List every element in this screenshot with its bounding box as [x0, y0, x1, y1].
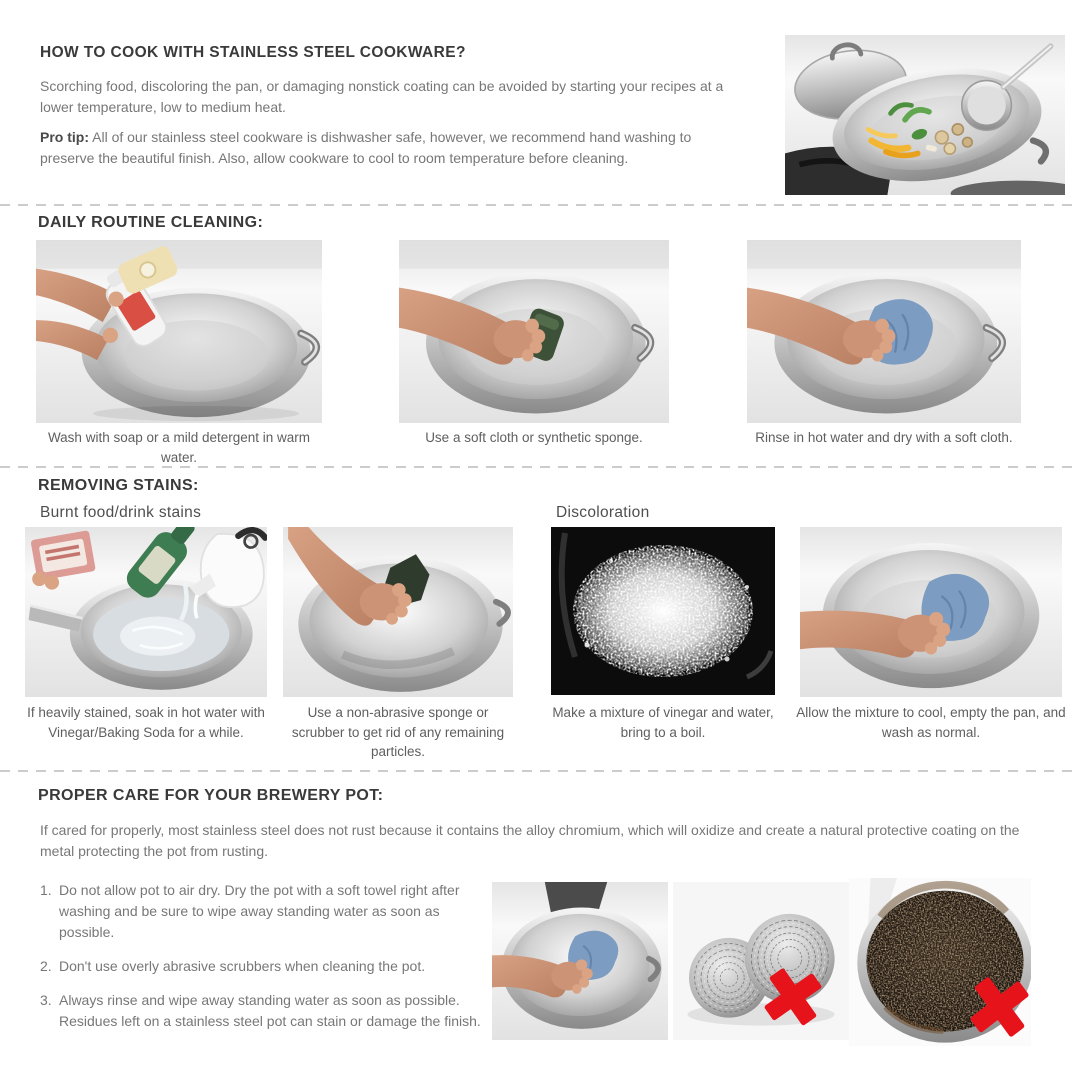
section-heading-proper-care: PROPER CARE FOR YOUR BREWERY POT: [38, 787, 384, 804]
hand-cloth-pan-illustration [747, 240, 1021, 423]
hand-sponge-pan-illustration [399, 240, 669, 423]
section-heading-removing-stains: REMOVING STAINS: [38, 477, 199, 494]
care-tip-item [40, 880, 492, 943]
boiling-mixture-photo [551, 527, 775, 695]
hand-scrubber-pan-illustration [283, 527, 513, 697]
soft-sponge-photo [399, 240, 669, 423]
dashed-divider [0, 204, 1080, 206]
care-paragraph: If cared for properly, most stainless steel does not rust because it contains the alloy chromium, which will oxidize and create a natural protective coating on the metal protecting the pot from rusting. [40, 822, 1020, 859]
no-steel-wool-photo [673, 882, 849, 1040]
subheading-burnt-stains: Burnt food/drink stains [40, 504, 202, 521]
pro-tip-text: All of our stainless steel cookware is dishwasher safe, however, we recommend hand washing to preserve the beautiful finish. Also, allow cookware to cool to room temperature before cleaning. [40, 129, 692, 166]
pro-tip-label: Pro tip: [40, 129, 89, 145]
dashed-divider [0, 466, 1080, 468]
tip-number: 3. [40, 992, 52, 1008]
stir-fry-wok-illustration [785, 35, 1065, 195]
tip-text: Don't use overly abrasive scrubbers when cleaning the pot. [59, 958, 426, 974]
vinegar-pour-skillet-illustration [25, 527, 267, 697]
stain-step-caption: If heavily stained, soak in hot water with Vinegar/Baking Soda for a while. [27, 705, 265, 740]
burnt-pan-illustration [849, 878, 1031, 1046]
care-tips-list [40, 880, 492, 1045]
tip-number: 2. [40, 958, 52, 974]
pro-tip-paragraph [40, 127, 740, 169]
stain-step-caption: Make a mixture of vinegar and water, bring to a boil. [552, 705, 774, 740]
tip-text: Do not allow pot to air dry. Dry the pot with a soft towel right after washing and be sure to wipe away standing water as soon as possible. [59, 882, 460, 940]
section-heading-how-to-cook: HOW TO COOK WITH STAINLESS STEEL COOKWARE? [40, 44, 466, 61]
care-tip-item [40, 990, 492, 1032]
daily-step-caption: Wash with soap or a mild detergent in warm water. [47, 430, 311, 465]
boiling-water-illustration [551, 527, 775, 695]
care-tip-item [40, 956, 492, 977]
scrubber-photo [283, 527, 513, 697]
soak-vinegar-photo [25, 527, 267, 697]
wipe-cool-pan-photo [800, 527, 1062, 697]
soap-bottle-pan-illustration [36, 240, 322, 423]
tip-number: 1. [40, 882, 52, 898]
dry-with-towel-photo [492, 882, 668, 1040]
wash-with-soap-photo [36, 240, 322, 423]
stir-fry-wok-photo [785, 35, 1065, 195]
hand-cloth-pan-illustration [492, 882, 668, 1040]
stain-step-caption: Allow the mixture to cool, empty the pan, and wash as normal. [796, 705, 1066, 740]
no-burnt-residue-photo [849, 878, 1031, 1046]
rinse-dry-photo [747, 240, 1021, 423]
hand-cloth-pan-illustration [800, 527, 1062, 697]
steel-wool-illustration [673, 882, 849, 1040]
daily-step-caption: Rinse in hot water and dry with a soft cloth. [755, 430, 1013, 445]
cook-paragraph: Scorching food, discoloring the pan, or damaging nonstick coating can be avoided by starting your recipes at a lower temperature, low to medium heat. [40, 78, 724, 115]
subheading-discoloration: Discoloration [556, 504, 650, 521]
daily-step-caption: Use a soft cloth or synthetic sponge. [425, 430, 643, 445]
tip-text: Always rinse and wipe away standing water as soon as possible. Residues left on a stainless steel pot can stain or damage the finish. [59, 992, 481, 1029]
stain-step-caption: Use a non-abrasive sponge or scrubber to get rid of any remaining particles. [291, 705, 505, 760]
section-heading-daily-cleaning: DAILY ROUTINE CLEANING: [38, 214, 264, 231]
dashed-divider [0, 770, 1080, 772]
